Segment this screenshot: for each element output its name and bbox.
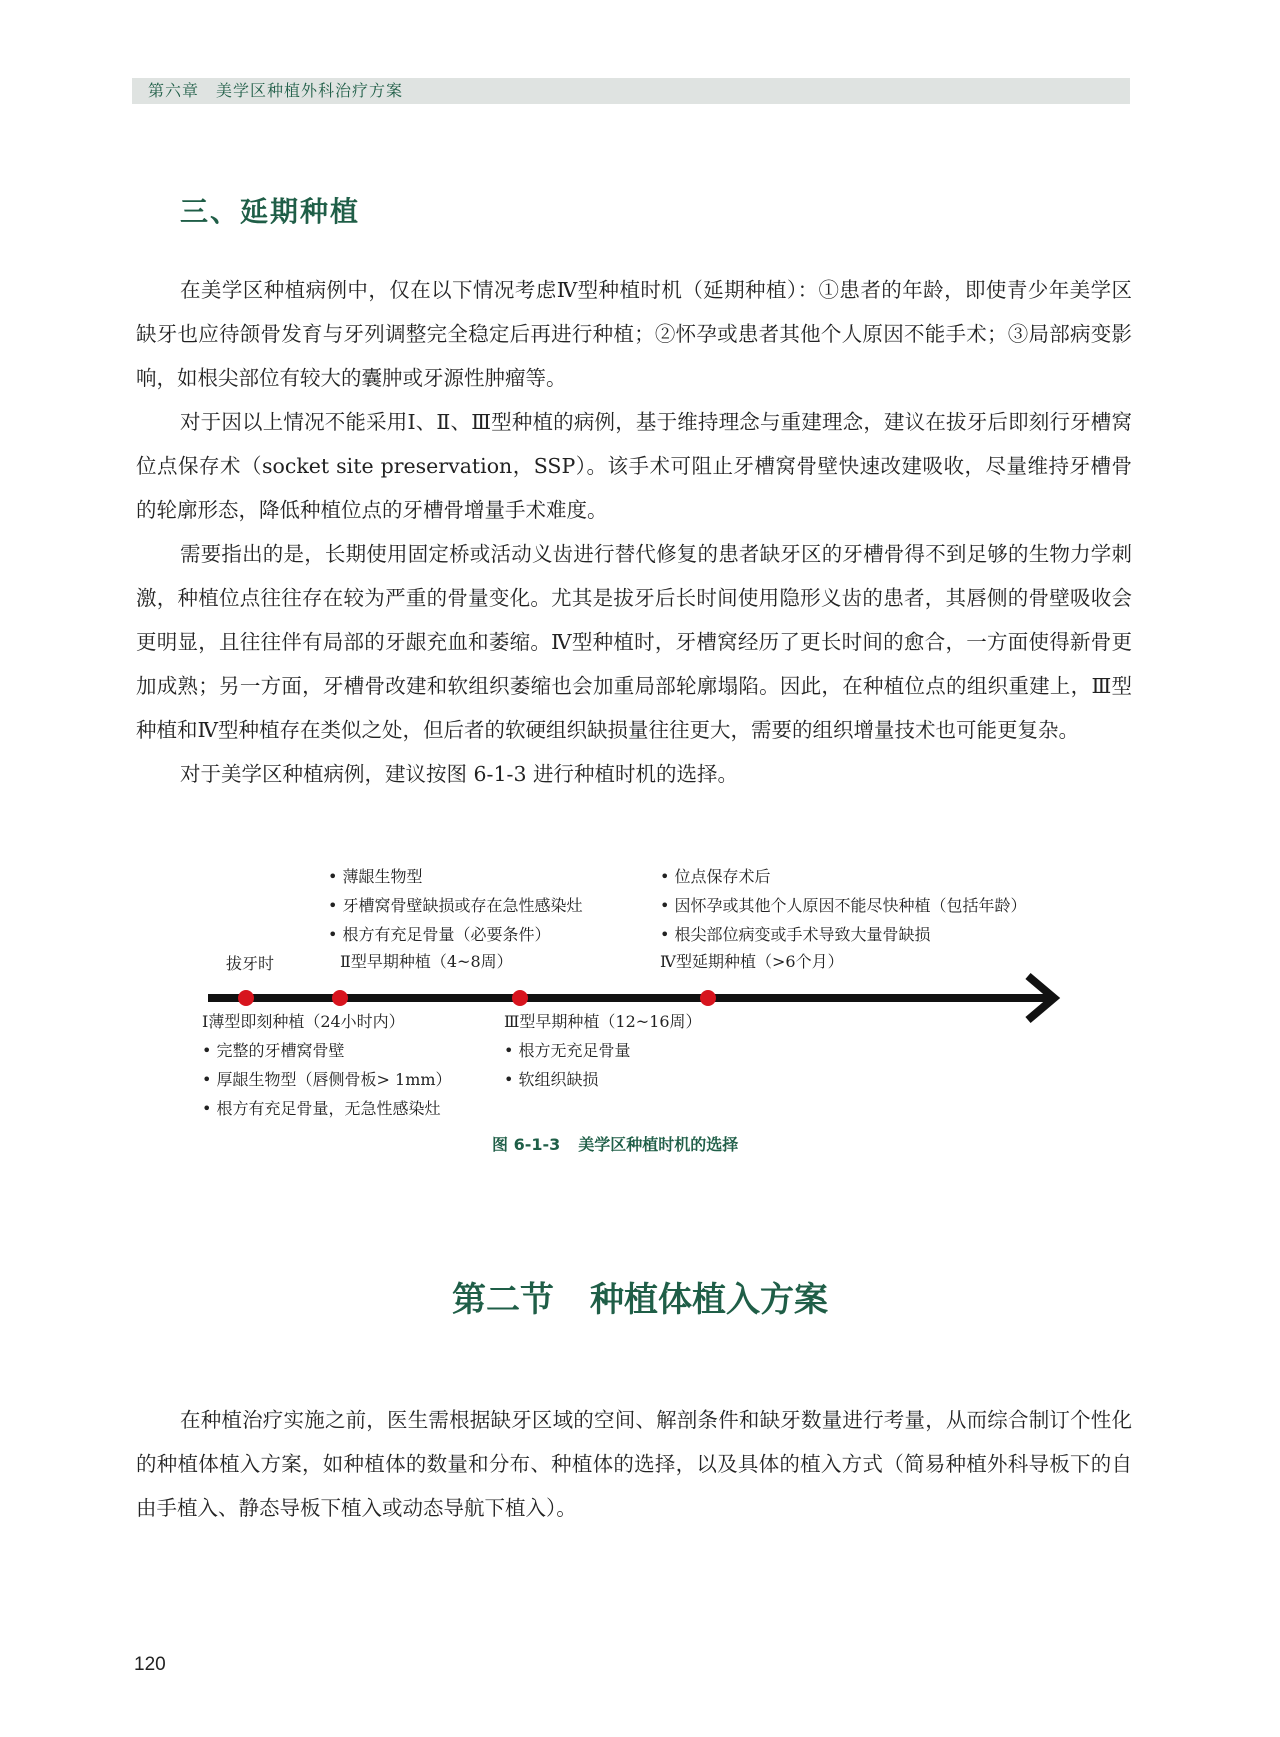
figure-caption-text: 美学区种植时机的选择 <box>578 1135 739 1154</box>
type3-bullets <box>504 1036 631 1094</box>
type2-bullet: • 牙槽窝骨壁缺损或存在急性感染灶 <box>328 891 583 920</box>
type4-title: Ⅳ型延期种植（>6个月） <box>660 952 844 971</box>
type2-bullet: • 薄龈生物型 <box>328 862 583 891</box>
type1-bullet: • 根方有充足骨量，无急性感染灶 <box>202 1094 452 1123</box>
timeline-dot-type4 <box>700 990 716 1006</box>
type1-bullet: • 厚龈生物型（唇侧骨板> 1mm） <box>202 1065 452 1094</box>
figure-caption <box>492 1132 738 1155</box>
extraction-label: 拔牙时 <box>226 954 275 973</box>
type4-bullet: • 因怀孕或其他个人原因不能尽快种植（包括年龄） <box>660 891 1027 920</box>
paragraph: 对于因以上情况不能采用Ⅰ、Ⅱ、Ⅲ型种植的病例，基于维持理念与重建理念，建议在拔牙后即刻行牙槽窝位点保存术（socket site preservation，SSP）。该手术可阻止牙槽窝骨壁快速改建吸收，尽量维持牙槽骨的轮廓形态，降低种植位点的牙槽骨增量手术难度。 <box>136 410 1132 522</box>
type1-bullets <box>202 1036 452 1123</box>
paragraph: 在美学区种植病例中，仅在以下情况考虑Ⅳ型种植时机（延期种植）：①患者的年龄，即使青少年美学区缺牙也应待颌骨发育与牙列调整完全稳定后再进行种植；②怀孕或患者其他个人原因不能手术；③局部病变影响，如根尖部位有较大的囊肿或牙源性肿瘤等。 <box>136 278 1132 390</box>
type1-title: Ⅰ薄型即刻种植（24小时内） <box>202 1012 405 1031</box>
type3-bullet: • 软组织缺损 <box>504 1065 631 1094</box>
type4-bullet: • 位点保存术后 <box>660 862 1027 891</box>
paragraph: 在种植治疗实施之前，医生需根据缺牙区域的空间、解剖条件和缺牙数量进行考量，从而综合制订个性化的种植体植入方案，如种植体的数量和分布、种植体的选择，以及具体的植入方式（简易种植外科导板下的自由手植入、静态导板下植入或动态导航下植入）。 <box>136 1408 1132 1520</box>
type1-bullet: • 完整的牙槽窝骨壁 <box>202 1036 452 1065</box>
timeline-dot-extraction <box>238 990 254 1006</box>
timeline-dot-type2 <box>332 990 348 1006</box>
figure-caption-number: 图 6-1-3 <box>492 1135 561 1154</box>
implant-timing-figure <box>190 862 1090 1162</box>
section2-number: 第二节 <box>452 1280 554 1320</box>
section2-title: 种植体植入方案 <box>590 1280 828 1320</box>
type3-bullet: • 根方无充足骨量 <box>504 1036 631 1065</box>
paragraph: 对于美学区种植病例，建议按图 6-1-3 进行种植时机的选择。 <box>180 762 739 786</box>
type2-title: Ⅱ型早期种植（4~8周） <box>340 952 513 971</box>
running-header-chapter: 第六章 美学区种植外科治疗方案 <box>148 81 404 100</box>
timeline-dot-type3 <box>512 990 528 1006</box>
type3-title: Ⅲ型早期种植（12~16周） <box>504 1012 702 1031</box>
type2-bullet: • 根方有充足骨量（必要条件） <box>328 920 583 949</box>
type2-bullets <box>328 862 583 949</box>
paragraph: 需要指出的是，长期使用固定桥或活动义齿进行替代修复的患者缺牙区的牙槽骨得不到足够的生物力学刺激，种植位点往往存在较为严重的骨量变化。尤其是拔牙后长时间使用隐形义齿的患者，其唇侧的骨壁吸收会更明显，且往往伴有局部的牙龈充血和萎缩。Ⅳ型种植时，牙槽窝经历了更长时间的愈合，一方面使得新骨更加成熟；另一方面，牙槽骨改建和软组织萎缩也会加重局部轮廓塌陷。因此，在种植位点的组织重建上，Ⅲ型种植和Ⅳ型种植存在类似之处，但后者的软硬组织缺损量往往更大，需要的组织增量技术也可能更复杂。 <box>136 542 1132 742</box>
type4-bullet: • 根尖部位病变或手术导致大量骨缺损 <box>660 920 1027 949</box>
section-title: 三、延期种植 <box>180 195 361 228</box>
body-paragraphs-2 <box>136 1398 1132 1530</box>
page-number: 120 <box>134 1654 166 1675</box>
body-paragraphs-1 <box>136 268 1132 796</box>
type4-bullets <box>660 862 1027 949</box>
section2-heading <box>0 1272 1280 1321</box>
